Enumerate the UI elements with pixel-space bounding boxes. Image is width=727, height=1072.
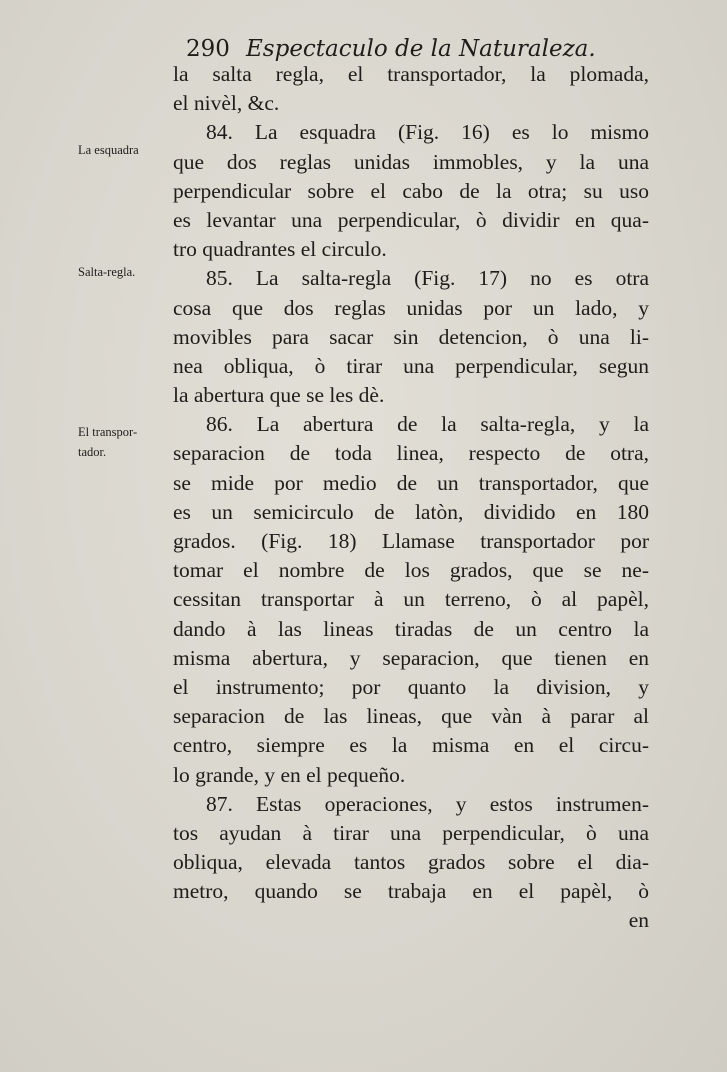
catchword: en bbox=[628, 908, 649, 933]
text-line: movibles para sacar sin detencion, ò una li- bbox=[173, 324, 649, 349]
text-line: lo grande, y en el pequeño. bbox=[173, 762, 406, 787]
text-line: grados. (Fig. 18) Llamase transportador por bbox=[173, 529, 649, 553]
text-line: el instrumento; por quanto la division, y bbox=[173, 674, 649, 699]
text-line: la salta regla, el transportador, la plomada, bbox=[173, 62, 649, 86]
paragraph-86-start: 86. La abertura de la salta-regla, y la bbox=[206, 412, 649, 437]
text-line: separacion de toda linea, respecto de otra, bbox=[173, 441, 649, 466]
paragraph-85-start: 85. La salta-regla (Fig. 17) no es otra bbox=[206, 266, 649, 291]
body-text bbox=[173, 60, 649, 936]
margin-note-esquadra: La esquadra bbox=[78, 143, 139, 157]
text-line: centro, siempre es la misma en el circu- bbox=[173, 733, 649, 758]
text-line: es levantar una perpendicular, ò dividir en qua- bbox=[173, 207, 649, 232]
text-line: que dos reglas unidas immobles, y la una bbox=[173, 149, 649, 174]
text-line: es un semicirculo de latòn, dividido en 180 bbox=[173, 499, 649, 524]
text-line: cessitan transportar à un terreno, ò al papèl, bbox=[173, 587, 649, 612]
paragraph-87-start: 87. Estas operaciones, y estos instrumen- bbox=[206, 791, 649, 816]
margin-note-transportador bbox=[78, 422, 164, 462]
margin-note-line: tador. bbox=[78, 445, 107, 459]
text-line: metro, quando se trabaja en el papèl, ò bbox=[173, 879, 649, 904]
text-line: tomar el nombre de los grados, que se ne- bbox=[173, 558, 649, 583]
text-line: se mide por medio de un transportador, que bbox=[173, 470, 649, 495]
text-line: nea obliqua, ò tirar una perpendicular, segun bbox=[173, 353, 649, 378]
text-line: tos ayudan à tirar una perpendicular, ò una bbox=[173, 820, 649, 845]
text-line: separacion de las lineas, que vàn à parar al bbox=[173, 704, 649, 729]
text-line: cosa que dos reglas unidas por un lado, y bbox=[173, 295, 649, 320]
text-line: perpendicular sobre el cabo de la otra; su uso bbox=[173, 178, 649, 203]
text-line: obliqua, elevada tantos grados sobre el dia- bbox=[173, 850, 649, 875]
text-line: el nivèl, &c. bbox=[173, 91, 280, 116]
text-line: misma abertura, y separacion, que tienen en bbox=[173, 645, 649, 670]
running-title: Espectaculo de la Naturaleza. bbox=[246, 36, 596, 62]
text-line: dando à las lineas tiradas de un centro la bbox=[173, 616, 649, 641]
page-number: 290 bbox=[186, 36, 230, 62]
margin-note-line: El transpor- bbox=[78, 425, 138, 439]
text-line: tro quadrantes el circulo. bbox=[173, 237, 387, 262]
margin-note-salta-regla: Salta-regla. bbox=[78, 265, 136, 279]
paragraph-84-start: 84. La esquadra (Fig. 16) es lo mismo bbox=[206, 120, 649, 145]
text-line: la abertura que se les dè. bbox=[173, 383, 385, 408]
